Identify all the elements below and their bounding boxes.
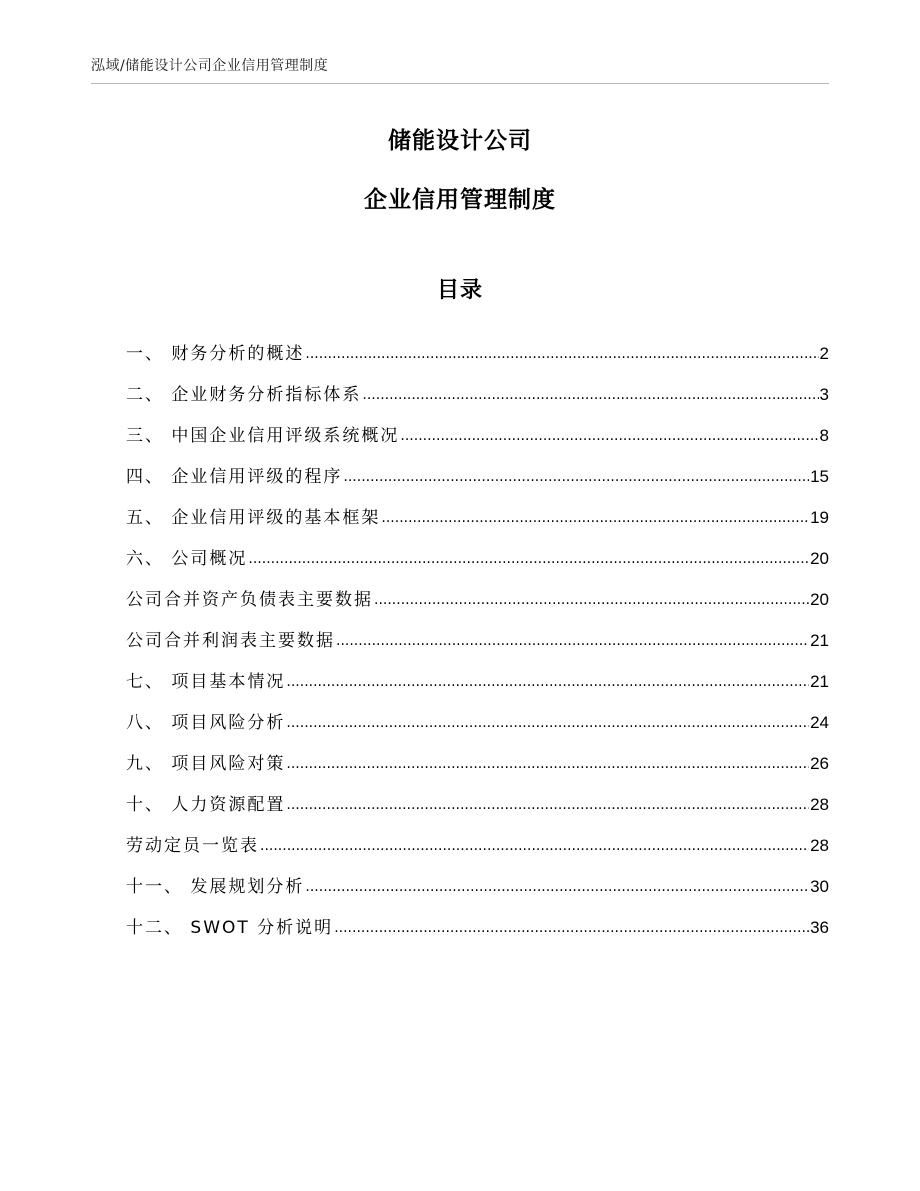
toc-entry[interactable] xyxy=(126,447,829,488)
toc-entry-label: 六、 公司概况 xyxy=(126,549,248,569)
toc-entry-page: 3 xyxy=(819,385,829,404)
toc-entry-page: 20 xyxy=(810,590,829,609)
toc-entry-page: 8 xyxy=(819,426,829,445)
toc-entry[interactable] xyxy=(126,898,829,939)
toc-entry[interactable] xyxy=(126,734,829,775)
toc-entry-label: 三、 中国企业信用评级系统概况 xyxy=(126,426,400,446)
toc-entry[interactable] xyxy=(126,693,829,734)
toc-entry-page: 26 xyxy=(810,754,829,773)
toc-entry-page: 2 xyxy=(819,344,829,363)
toc-entry-label: 九、 项目风险对策 xyxy=(126,754,286,774)
toc-entry[interactable] xyxy=(126,570,829,611)
toc-entry[interactable] xyxy=(126,611,829,652)
toc-heading: 目录 xyxy=(436,278,483,303)
toc-leader-dots xyxy=(286,753,809,775)
toc-entry-label: 八、 项目风险分析 xyxy=(126,713,286,733)
toc-entry[interactable] xyxy=(126,857,829,898)
toc-leader-dots xyxy=(374,589,809,611)
toc-entry-page: 19 xyxy=(810,508,829,527)
toc-entry[interactable] xyxy=(126,816,829,857)
toc-entry-page: 15 xyxy=(810,467,829,486)
toc-entry-label: 二、 企业财务分析指标体系 xyxy=(126,385,362,405)
toc-entry[interactable] xyxy=(126,652,829,693)
toc-leader-dots xyxy=(336,630,809,652)
toc-entry-label: 劳动定员一览表 xyxy=(126,836,259,856)
toc-leader-dots xyxy=(305,876,809,898)
toc-leader-dots xyxy=(260,835,809,857)
toc-entry-label: 四、 企业信用评级的程序 xyxy=(126,467,343,487)
toc-leader-dots xyxy=(381,507,809,529)
toc-entry-page: 24 xyxy=(810,713,829,732)
toc-entry-page: 30 xyxy=(810,877,829,896)
toc-entry[interactable] xyxy=(126,775,829,816)
page-header: 泓域/储能设计公司企业信用管理制度 xyxy=(91,55,829,84)
toc-entry[interactable] xyxy=(126,488,829,529)
toc-leader-dots xyxy=(286,712,809,734)
document-title: 企业信用管理制度 xyxy=(364,187,556,213)
toc-leader-dots xyxy=(400,425,818,447)
toc-entry[interactable] xyxy=(126,529,829,570)
toc-entry-page: 21 xyxy=(810,672,829,691)
toc-entry-label: 十二、 SWOT 分析说明 xyxy=(126,918,334,938)
toc-leader-dots xyxy=(248,548,809,570)
toc-entry-page: 28 xyxy=(810,836,829,855)
toc-entry-page: 28 xyxy=(810,795,829,814)
toc-entry[interactable] xyxy=(126,365,829,406)
toc-leader-dots xyxy=(286,794,809,816)
toc-entry-label: 公司合并资产负债表主要数据 xyxy=(126,590,373,610)
toc-leader-dots xyxy=(334,917,809,939)
toc-entry-page: 20 xyxy=(810,549,829,568)
table-of-contents xyxy=(126,324,829,939)
toc-entry-page: 21 xyxy=(810,631,829,650)
toc-entry[interactable] xyxy=(126,324,829,365)
toc-entry-label: 七、 项目基本情况 xyxy=(126,672,286,692)
toc-entry-label: 一、 财务分析的概述 xyxy=(126,344,305,364)
toc-entry-label: 公司合并利润表主要数据 xyxy=(126,631,335,651)
toc-leader-dots xyxy=(286,671,809,693)
toc-leader-dots xyxy=(362,384,818,406)
toc-entry-label: 十、 人力资源配置 xyxy=(126,795,286,815)
toc-entry-page: 36 xyxy=(810,918,829,937)
company-title: 储能设计公司 xyxy=(388,128,532,154)
toc-leader-dots xyxy=(305,343,818,365)
toc-entry-label: 五、 企业信用评级的基本框架 xyxy=(126,508,381,528)
toc-leader-dots xyxy=(343,466,809,488)
toc-entry[interactable] xyxy=(126,406,829,447)
toc-entry-label: 十一、 发展规划分析 xyxy=(126,877,305,897)
